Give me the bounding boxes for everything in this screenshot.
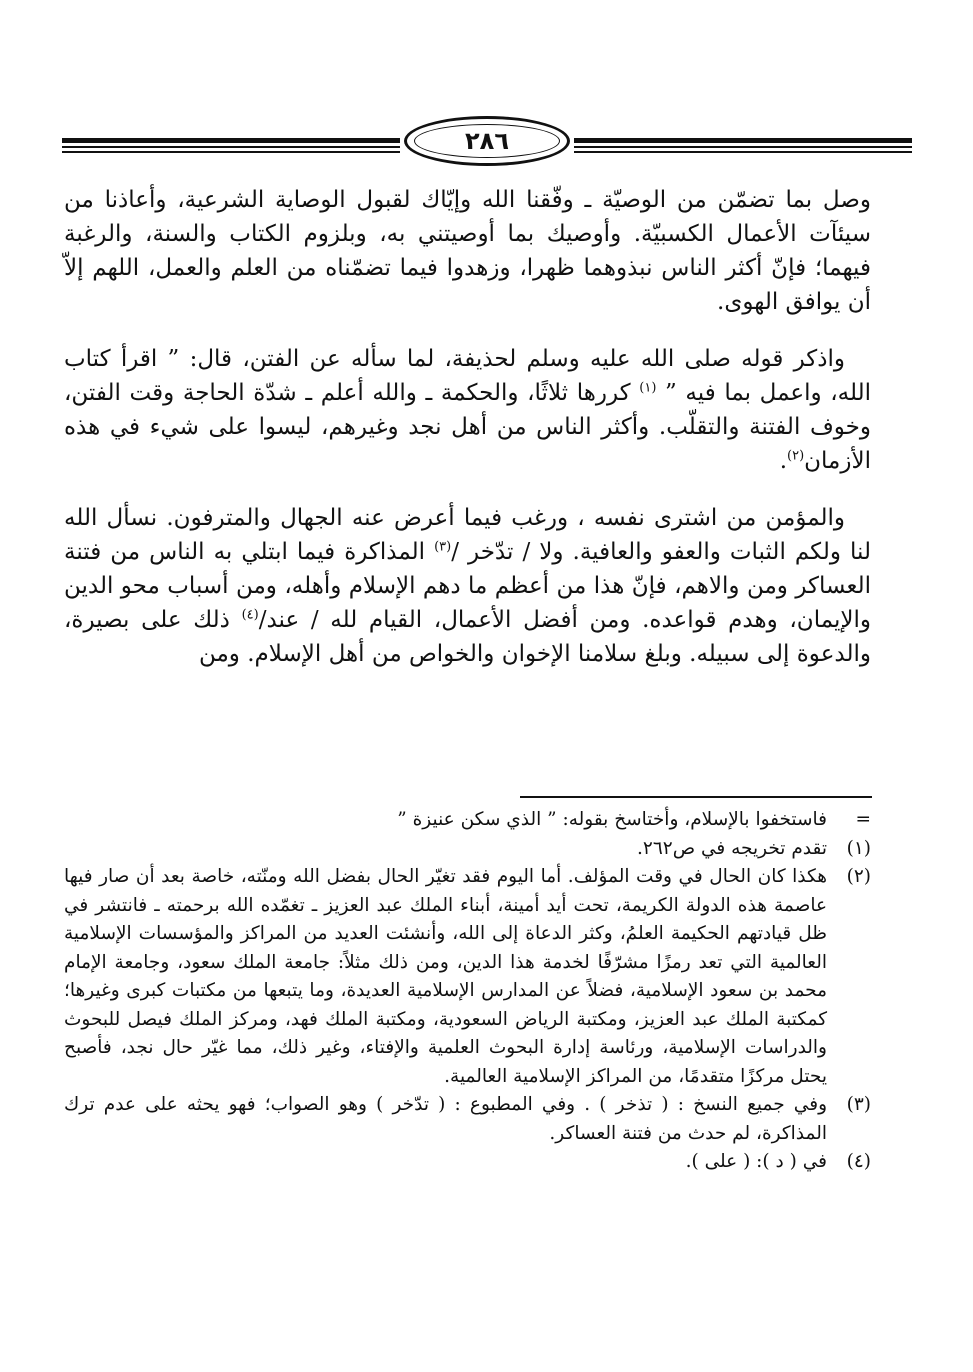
- footnote-text: وفي جميع النسخ : ( تذخر ) . وفي المطبوع : ( تدّخر ) وهو الصواب؛ فهو يحثه على عدم ترك المذاكرة، لم حدث من فتنة العساكر.: [64, 1094, 827, 1144]
- footnote-number: (٣): [846, 1094, 871, 1115]
- paragraph-3-part-1: والمؤمن من اشترى نفسه ، ورغب فيما أعرض عنه الجهال والمترفون. نسأل الله لنا ولكم الثبات والعفو والعافية. ولا / تدّخر /: [64, 505, 871, 565]
- footnotes: [64, 806, 871, 1177]
- footnote-continuation: [64, 806, 871, 835]
- footnote-1: [64, 835, 871, 864]
- paragraph-2-period: .: [779, 448, 788, 474]
- footnote-number: (٢): [846, 866, 871, 887]
- footnote-continuation-text: فاستخفوا بالإسلام، وأختاسخ بقوله: ” الذي سكن عنيزة ”: [397, 809, 827, 830]
- footnote-number: (١): [846, 837, 871, 859]
- footnote-number: (٤): [846, 1151, 871, 1172]
- footnote-separator: [520, 796, 872, 798]
- footnote-3: [64, 1091, 871, 1148]
- footnote-ref-1[interactable]: (١): [639, 380, 657, 396]
- footnote-continuation-mark: =: [855, 809, 871, 830]
- footnote-text: تقدم تخريجه في ص٢٦٢.: [637, 837, 827, 859]
- paragraph-1: وصل بما تضمّن من الوصيّة ـ وفّقنا الله وإيّاك لقبول الوصاية الشرعية، وأعاذنا من سيئآت الأعمال الكسبيّة. وأوصيك بما أوصيتني به، وبلزوم الكتاب والسنة، والرغبة فيهما؛ فإنّ أكثر الناس نبذوهما ظهرا، وزهدوا فيما تضمّناه من العلم والعمل، اللهم إلاّ أن يوافق الهوى.: [64, 187, 871, 315]
- page-number: ٢٨٦: [465, 127, 509, 155]
- paragraph-3-part-2: المذاكرة فيما ابتلي به الناس من فتنة العساكر ومن والاهم، فإنّ هذا من أعظم ما دهم الإسلام وأهله، ومن أسباب محو الدين والإيمان، وهدم قواعده. ومن أفضل الأعمال، القيام لله / عند/: [64, 539, 872, 633]
- paragraph-3: [64, 501, 871, 671]
- header-rule-right: [574, 138, 912, 156]
- footnote-ref-2[interactable]: (٢): [787, 448, 805, 464]
- footnote-4: [64, 1148, 871, 1177]
- main-text: [64, 183, 871, 694]
- header-rule-left: [62, 138, 400, 156]
- paragraph-2-part-2: كررها ثلاثًا، والحكمة ـ والله أعلم ـ شدّة الحاجة وقت الفتن، وخوف الفتنة والتقلّب. وأكثر الناس من أهل نجد وغيرهم، ليسوا على شيء في هذه الأزمان: [64, 380, 871, 474]
- footnote-text: هكذا كان الحال في وقت المؤلف. أما اليوم فقد تغيّر الحال بفضل الله ومنّته، خاصة بعد أن صار فيها عاصمة هذه الدولة الكريمة، تحت أيد أمينة، أبناء الملك عبد العزيز ـ تغمّده الله برحمته ـ فانتشر في ظل قيادتهم الحكيمة العلمُ، وكثر الدعاة إلى الله، وأنشئت العديد من المراكز والمؤسسات الإسلامية العالمية التي تعد رمزًا مشرّفًا لخدمة هذا الدين، ومن ذلك مثلاً: جامعة الملك سعود، وجامعة الإمام محمد بن سعود الإسلامية، فضلاً عن المدارس الإسلامية العديدة، وما يتبعها من مكتبات كبرى وغيرها؛ كمكتبة الملك عبد العزيز، ومكتبة الرياض السعودية، ومكتبة الملك فهد، ومركز الملك فيصل للبحوث والدراسات الإسلامية، ورئاسة إدارة البحوث العلمية والإفتاء، وغير ذلك، مما غيّر حال نجد، فأصبح يحتل مركزًا متقدمًا، من المراكز الإسلامية العالمية.: [64, 866, 827, 1087]
- page-number-ornament: [404, 116, 570, 166]
- footnote-2: [64, 863, 871, 1091]
- paragraph-2: [64, 342, 871, 478]
- footnote-ref-3[interactable]: (٣): [434, 539, 452, 555]
- page-header: [62, 112, 912, 172]
- footnote-ref-4[interactable]: (٤): [241, 607, 259, 623]
- paragraph-2-part-1: واذكر قوله صلى الله عليه وسلم لحذيفة، لما سأله عن الفتن، قال: ” اقرأ كتاب الله، واعمل بما فيه ”: [64, 346, 871, 406]
- footnote-text: في ( د ): ( على ).: [685, 1151, 827, 1172]
- paragraph-3-part-3: ذلك على بصيرة، والدعوة إلى سبيله. وبلغ سلامنا الإخوان والخواص من أهل الإسلام. ومن: [64, 607, 871, 667]
